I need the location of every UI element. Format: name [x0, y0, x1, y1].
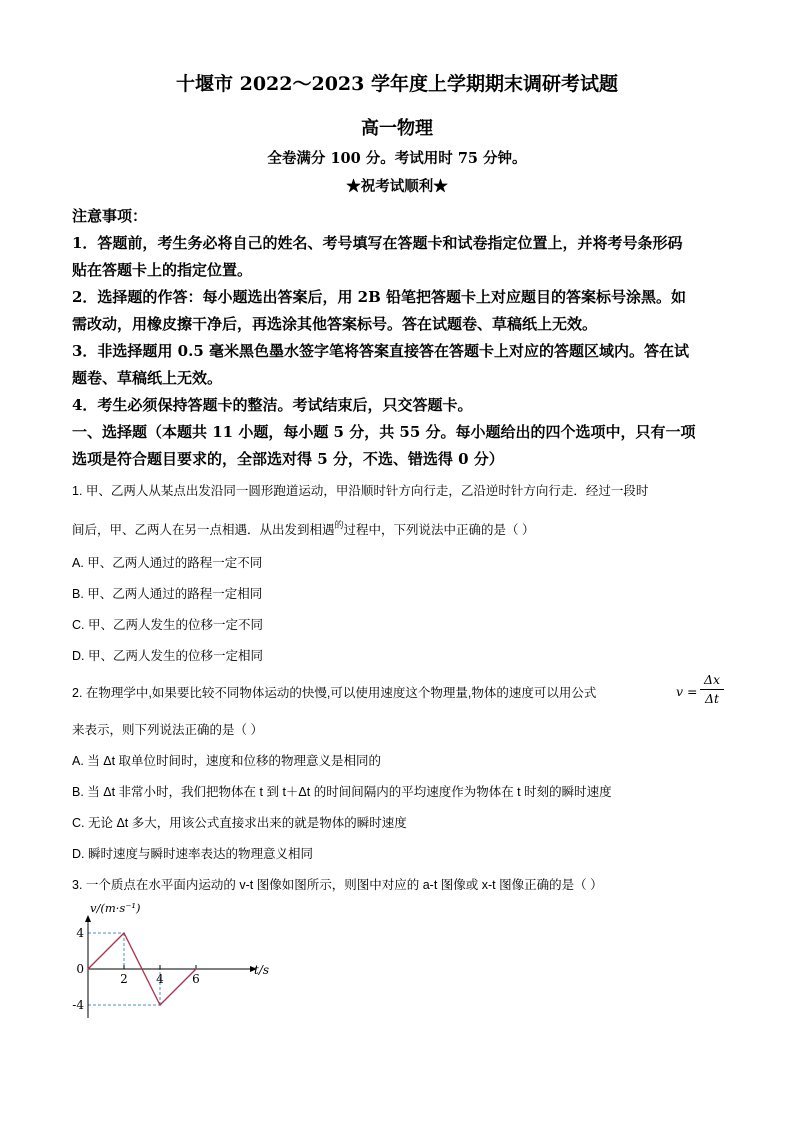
y-tick-label: 4 [76, 926, 84, 940]
q2-formula-lhs: v = [676, 684, 698, 699]
note-line: 1．答题前，考生务必将自己的姓名、考号填写在答题卡和试卷指定位置上，并将考号条形码 [72, 234, 683, 252]
q1-option-a: A. 甲、乙两人通过的路程一定不同 [72, 556, 263, 570]
note-line: 贴在答题卡上的指定位置。 [72, 261, 253, 279]
formula-numerator: Δx [703, 672, 721, 687]
vt-data-point [195, 968, 197, 970]
vt-data-point [159, 1004, 161, 1006]
x-axis-label: t/s [254, 963, 270, 977]
q1-stem-part: 间后，甲、乙两人在另一点相遇．从出发到相遇 [72, 523, 335, 537]
vt-graph [70, 896, 300, 1026]
q1-option-d: D. 甲、乙两人发生的位移一定相同 [72, 649, 263, 663]
vt-graph-plot [72, 901, 269, 1018]
q1-stem-part: 过程中，下列说法中正确的是（ ） [343, 523, 535, 537]
q1-option-c: C. 甲、乙两人发生的位移一定不同 [72, 618, 263, 632]
q2-option-d: D. 瞬时速度与瞬时速率表达的物理意义相同 [72, 847, 313, 861]
x-tick-label: 6 [192, 972, 200, 986]
y-axis-label: v/(m·s⁻¹) [90, 901, 141, 915]
vt-data-point [87, 968, 89, 970]
q2-option-a: A. 当 Δt 取单位时间时，速度和位移的物理意义是相同的 [72, 754, 382, 768]
notes-heading: 注意事项： [72, 207, 148, 225]
q1-option-b: B. 甲、乙两人通过的路程一定相同 [72, 587, 263, 601]
q3-stem: 3. 一个质点在水平面内运动的 v-t 图像如图所示，则图中对应的 a-t 图像或 x-t 图像正确的是（ ） [72, 878, 603, 892]
vt-line-segment [88, 933, 124, 969]
q1-stem-cont [72, 518, 535, 538]
exam-info: 全卷满分 100 分。考试用时 75 分钟。 [267, 150, 527, 167]
note-line: 需改动，用橡皮擦干净后，再选涂其他答案标号。答在试题卷、草稿纸上无效。 [72, 315, 598, 333]
y-tick-label: -4 [72, 998, 84, 1012]
note-line: 2．选择题的作答：每小题选出答案后，用 2B 铅笔把答题卡上对应题目的答案标号涂黑。如 [72, 288, 687, 306]
q1-stem: 1. 甲、乙两人从某点出发沿同一圆形跑道运动，甲沿顺时针方向行走，乙沿逆时针方向行走．经过一段时 [72, 484, 649, 498]
q2-option-c: C. 无论 Δt 多大，用该公式直接求出来的就是物体的瞬时速度 [72, 816, 407, 830]
q1-stem-sup: 的 [334, 520, 344, 530]
formula-denominator: Δt [704, 691, 720, 706]
q2-formula-fraction [700, 672, 724, 707]
x-tick-label: 4 [156, 972, 164, 986]
y-axis-arrow [85, 915, 91, 922]
note-line: 题卷、草稿纸上无效。 [72, 369, 223, 387]
q2-stem-cont: 来表示，则下列说法正确的是（ ） [72, 723, 263, 737]
q2-stem: 2. 在物理学中,如果要比较不同物体运动的快慢,可以使用速度这个物理量,物体的速度可以用公式 [72, 686, 597, 700]
section-heading: 一、选择题（本题共 11 小题，每小题 5 分，共 55 分。每小题给出的四个选项中，只有一项 [72, 423, 696, 441]
y-tick-label: 0 [76, 962, 84, 976]
q2-option-b: B. 当 Δt 非常小时，我们把物体在 t 到 t＋Δt 的时间间隔内的平均速度作为物体在 t 时刻的瞬时速度 [72, 785, 612, 799]
good-luck-line: ★祝考试顺利★ [346, 178, 448, 195]
fraction-bar [700, 689, 724, 690]
subject-title: 高一物理 [361, 118, 433, 139]
vt-line-segment [160, 969, 196, 1005]
note-line: 3．非选择题用 0.5 毫米黑色墨水签字笔将答案直接答在答题卡上对应的答题区域内。答在试 [72, 342, 689, 360]
section-heading-cont: 选项是符合题目要求的，全部选对得 5 分，不选、错选得 0 分） [72, 450, 504, 468]
x-tick-label: 2 [120, 972, 128, 986]
exam-title: 十堰市 2022～2023 学年度上学期期末调研考试题 [176, 73, 618, 95]
vt-data-point [123, 932, 125, 934]
note-line: 4．考生必须保持答题卡的整洁。考试结束后，只交答题卡。 [72, 396, 473, 414]
